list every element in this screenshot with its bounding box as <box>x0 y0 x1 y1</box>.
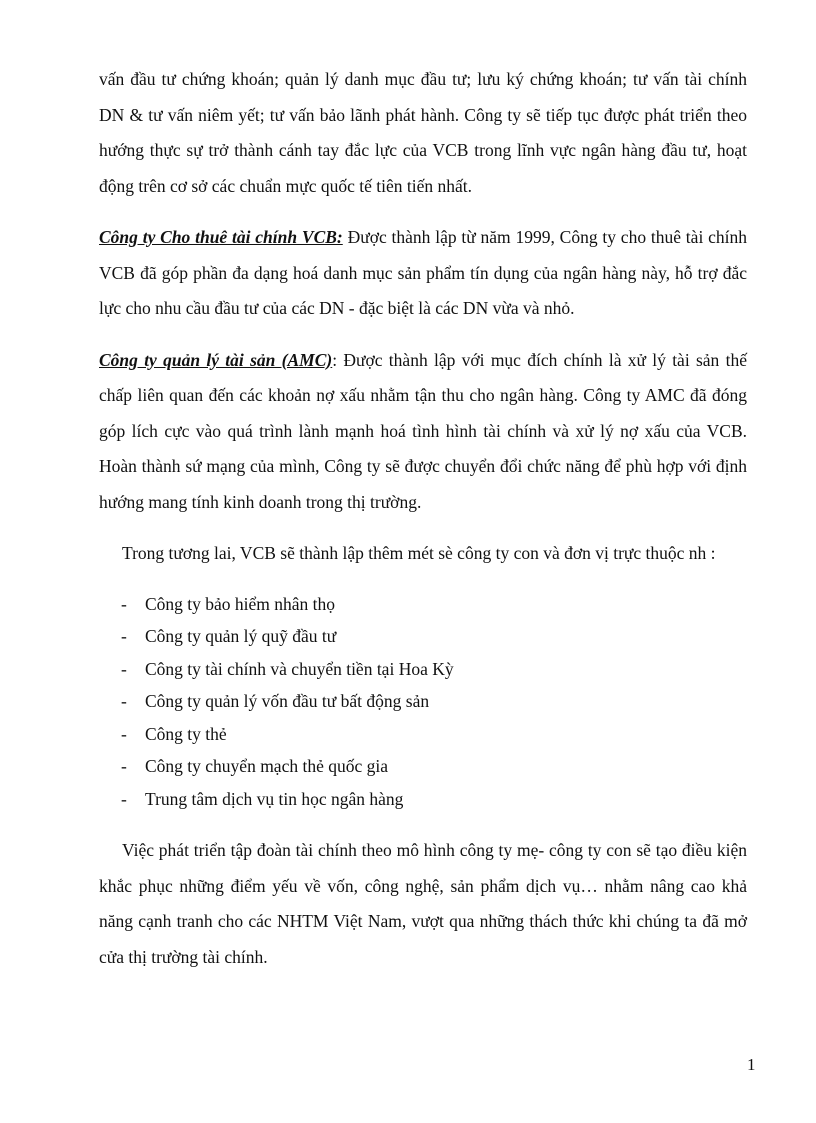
paragraph-securities-company: vấn đầu tư chứng khoán; quản lý danh mục đầu tư; lưu ký chứng khoán; tư vấn tài chính DN & tư vấn niêm yết; tư vấn bảo lãnh phát hành. Công ty sẽ tiếp tục được phát triển theo hướng thực sự trở thành cánh tay đắc lực của VCB trong lĩnh vực ngân hàng đầu tư, hoạt động trên cơ sở các chuẩn mực quốc tế tiên tiến nhất. <box>99 69 747 196</box>
list-item <box>99 750 747 783</box>
heading-asset-management-company: Công ty quản lý tài sản (AMC) <box>99 349 333 370</box>
list-item <box>99 718 747 751</box>
document-page <box>99 62 747 975</box>
list-bullet: - <box>121 658 127 679</box>
paragraph-leasing-company <box>99 220 747 327</box>
list-item <box>99 783 747 816</box>
paragraph-future-plans: Trong tương lai, VCB sẽ thành lập thêm mét sè công ty con và đơn vị trực thuộc nh : <box>122 543 716 563</box>
heading-leasing-company: Công ty Cho thuê tài chính VCB: <box>99 227 343 247</box>
list-bullet: - <box>121 756 127 776</box>
list-bullet: - <box>121 788 127 809</box>
list-item <box>99 685 747 718</box>
list-bullet: - <box>121 626 127 646</box>
paragraph-conclusion: Việc phát triển tập đoàn tài chính theo mô hình công ty mẹ- công ty con sẽ tạo điều kiện khắc phục những điểm yếu về vốn, công nghệ, sản phẩm dịch vụ… nhằm nâng cao khả năng cạnh tranh cho các NHTM Việt Nam, vượt qua những thách thức khi chúng ta đã mở cửa thị trường tài chính. <box>99 840 747 967</box>
paragraph-asset-management-company <box>99 343 747 521</box>
list-bullet: - <box>121 723 127 744</box>
list-item-text: Công ty thẻ <box>145 723 227 744</box>
list-item-text: Công ty quản lý quỹ đầu tư <box>145 626 337 646</box>
list-item <box>99 620 747 653</box>
leasing-company-body: Được thành lập từ năm 1999, Công ty cho thuê tài chính VCB đã góp phần đa dạng hoá danh mục sản phẩm tín dụng của ngân hàng này, hỗ trợ đắc lực cho nhu cầu đầu tư của các DN - đặc biệt là các DN vừa và nhỏ. <box>99 227 747 318</box>
asset-management-body: : Được thành lập với mục đích chính là xử lý tài sản thế chấp liên quan đến các khoản nợ xấu nhằm tận thu cho ngân hàng. Công ty AMC đã đóng góp lích cực vào quá trình lành mạnh hoá tình hình tài chính và xử lý nợ xấu của VCB. Hoàn thành sứ mạng của mình, Công ty sẽ được chuyển đổi chức năng để phù hợp với định hướng mang tính kinh doanh trong thị trường. <box>99 349 747 512</box>
list-bullet: - <box>121 593 127 614</box>
subsidiary-list <box>99 588 747 816</box>
page-number: 1 <box>747 1055 756 1074</box>
list-item-text: Công ty bảo hiểm nhân thọ <box>145 593 336 614</box>
list-item <box>99 588 747 621</box>
list-item <box>99 653 747 686</box>
list-bullet: - <box>121 691 127 711</box>
list-item-text: Công ty quản lý vốn đầu tư bất động sản <box>145 691 430 711</box>
list-item-text: Công ty chuyển mạch thẻ quốc gia <box>145 756 388 776</box>
list-item-text: Trung tâm dịch vụ tin học ngân hàng <box>145 788 404 809</box>
list-item-text: Công ty tài chính và chuyển tiền tại Hoa Kỳ <box>145 658 454 679</box>
